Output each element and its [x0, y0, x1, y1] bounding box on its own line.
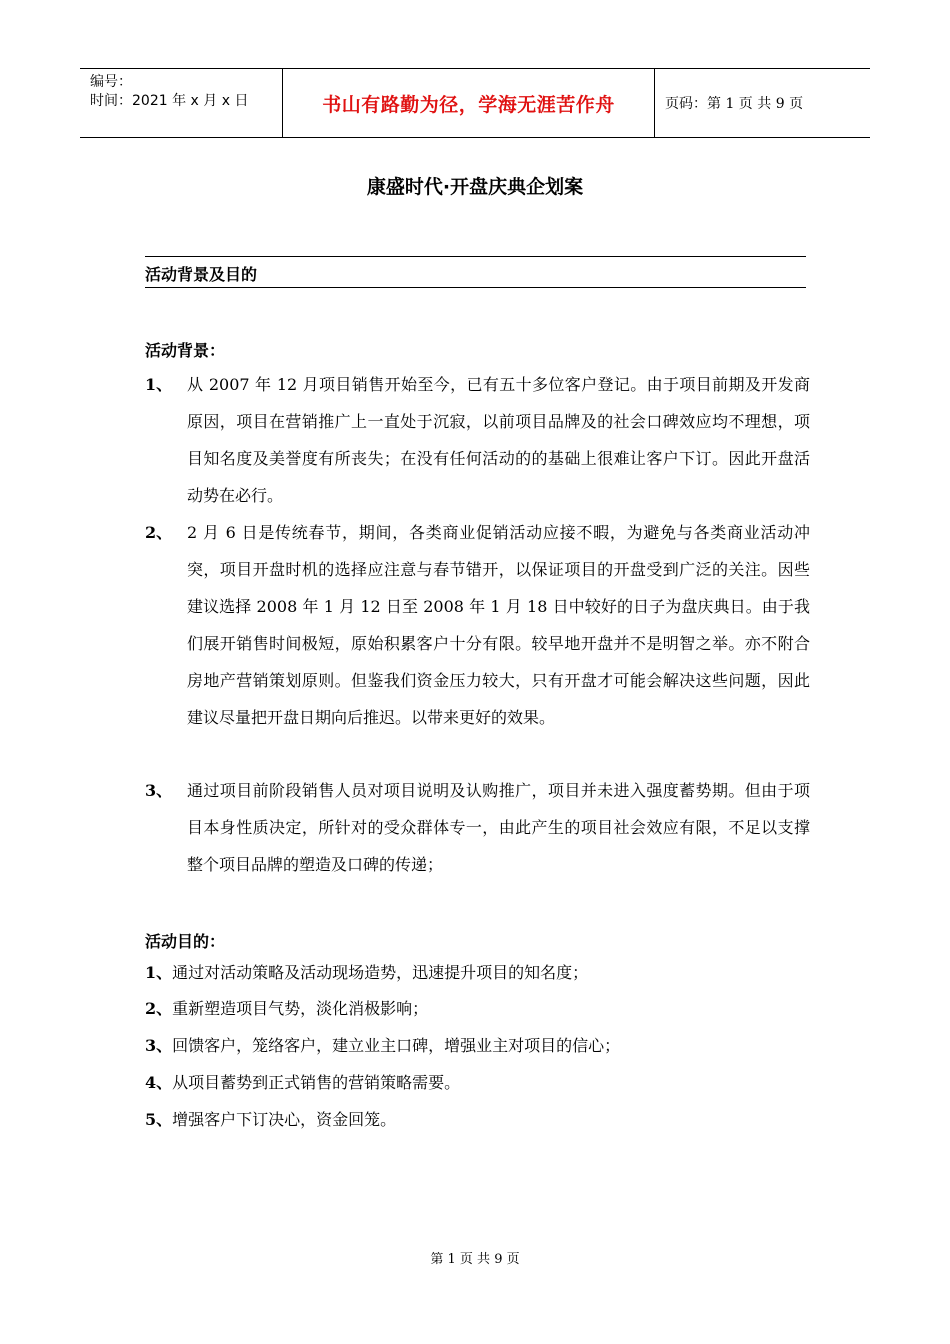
list-number: 3、	[145, 781, 173, 800]
goal-item	[145, 1110, 396, 1130]
header-time: 时间：2021 年 x 月 x 日	[90, 93, 249, 109]
list-number: 2、	[145, 999, 173, 1018]
goal-item	[145, 999, 428, 1019]
goals-heading: 活动目的：	[145, 932, 226, 951]
list-number: 3、	[145, 1036, 173, 1055]
list-number: 2、	[145, 523, 173, 542]
header-number: 编号：	[90, 74, 132, 90]
goal-item	[145, 963, 588, 983]
list-number: 4、	[145, 1073, 173, 1092]
header-meta	[80, 69, 282, 137]
section-bar	[145, 256, 806, 288]
page-footer: 第 1 页 共 9 页	[430, 1252, 520, 1267]
header-motto: 书山有路勤为径，学海无涯苦作舟	[322, 93, 615, 116]
header-page-info: 页码：第 1 页 共 9 页	[665, 96, 804, 112]
list-text: 通过项目前阶段销售人员对项目说明及认购推广，项目并未进入强度蓄势期。但由于项目本身性质决定，所针对的受众群体专一，由此产生的项目社会效应有限，不足以支撑整个项目品牌的塑造及口碑的传递；	[187, 781, 810, 874]
list-text: 从 2007 年 12 月项目销售开始至今，已有五十多位客户登记。由于项目前期及开发商原因，项目在营销推广上一直处于沉寂，以前项目品牌及的社会口碑效应均不理想，项目知名度及美誉度有所丧失；在没有任何活动的的基础上很难让客户下订。因此开盘活动势在必行。	[187, 375, 810, 505]
list-text: 重新塑造项目气势，淡化消极影响；	[172, 999, 429, 1018]
list-text: 增强客户下订决心，资金回笼。	[172, 1110, 397, 1129]
header-motto-cell	[282, 69, 655, 137]
goal-item	[145, 1036, 620, 1056]
background-item-2	[145, 514, 810, 736]
header-page-cell	[655, 69, 870, 137]
list-number: 5、	[145, 1110, 173, 1129]
list-text: 从项目蓄势到正式销售的营销策略需要。	[172, 1073, 461, 1092]
list-number: 1、	[145, 963, 173, 982]
list-text: 2 月 6 日是传统春节，期间，各类商业促销活动应接不暇，为避免与各类商业活动冲突，项目开盘时机的选择应注意与春节错开，以保证项目的开盘受到广泛的关注。因些建议选择 2008 年 1 月 12 日至 2008 年 1 月 18 日中较好的日子为盘庆典日。由于我们展开销售时间极短，原始积累客户十分有限。较早地开盘并不是明智之举。亦不附合房地产营销策划原则。但鉴我们资金压力较大，只有开盘才可能会解决这些问题，因此建议尽量把开盘日期向后推迟。以带来更好的效果。	[187, 523, 810, 727]
list-number: 1、	[145, 375, 173, 394]
list-text: 回馈客户，笼络客户，建立业主口碑，增强业主对项目的信心；	[172, 1036, 621, 1055]
background-item-1	[145, 366, 810, 514]
goal-item	[145, 1073, 460, 1093]
background-item-3	[145, 772, 810, 883]
background-heading: 活动背景：	[145, 341, 226, 360]
section-title: 活动背景及目的	[145, 265, 258, 284]
list-text: 通过对活动策略及活动现场造势，迅速提升项目的知名度；	[172, 963, 589, 982]
document-header	[80, 68, 870, 138]
document-title: 康盛时代·开盘庆典企划案	[366, 176, 584, 198]
